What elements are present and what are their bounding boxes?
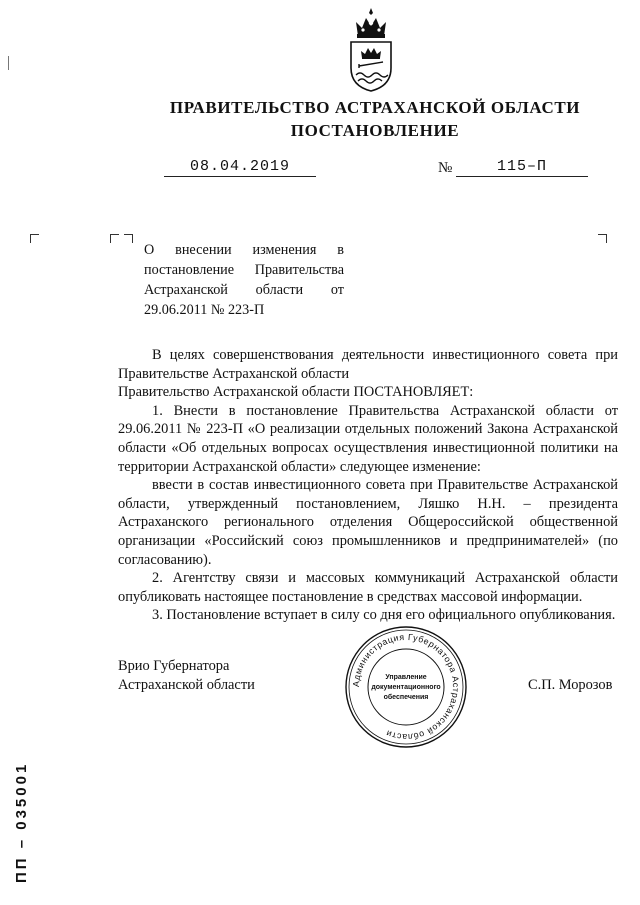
corner-mark-right — [598, 234, 607, 243]
corner-mark-left — [30, 234, 39, 243]
stamp-center-line2: документационного — [371, 684, 441, 691]
document-body — [118, 346, 618, 625]
signatory-position — [118, 657, 255, 695]
signatory-position-line2: Астраханской области — [118, 677, 255, 693]
number-label: № — [438, 160, 453, 176]
coat-of-arms-emblem — [346, 6, 396, 92]
stamp-center-line3: обеспечения — [383, 694, 429, 701]
corner-mark-subject-left — [110, 234, 119, 243]
serial-number-text: ПП – 035001 — [13, 761, 30, 883]
body-paragraph-preamble: В целях совершенствования деятельности инвестиционного совета при Правительстве Астраханской области — [118, 347, 618, 382]
stamp-ring-text: Администрация Губернатора Астраханской области — [350, 631, 462, 743]
corner-mark-subject-right — [124, 234, 133, 243]
document-number: 115–П — [456, 158, 588, 177]
body-paragraph-item-1: 1. Внести в постановление Правительства Астраханской области от 29.06.2011 № 223-П «О реализации отдельных положений Закона Астраханской области «Об отдельных вопросах осуществления инвестиционной политики на территории Астраханской области» следующее изменение: — [118, 402, 618, 475]
signatory-name: С.П. Морозов — [528, 677, 613, 693]
government-title: ПРАВИТЕЛЬСТВО АСТРАХАНСКОЙ ОБЛАСТИ — [169, 98, 581, 117]
document-subject: О внесении изменения в постановление Правительства Астраханской области от 29.06.2011 № 223-П — [144, 242, 344, 318]
document-type-title: ПОСТАНОВЛЕНИЕ — [290, 121, 460, 140]
body-paragraph-amendment: ввести в состав инвестиционного совета при Правительстве Астраханской области, утвержденный постановлением, Ляшко Н.Н. – президента Астраханского регионального отделения Общероссийской общественной организации «Российский союз промышленников и предпринимателей» (по согласованию). — [118, 477, 618, 568]
stamp-center-line1: Управление — [385, 674, 427, 681]
body-paragraph-resolves: Правительство Астраханской области ПОСТАНОВЛЯЕТ: — [118, 384, 474, 401]
body-paragraph-item-2: 2. Агентству связи и массовых коммуникаций Астраханской области опубликовать настоящее постановление в средствах массовой информации. — [118, 570, 618, 605]
body-paragraph-item-3: 3. Постановление вступает в силу со дня его официального опубликования. — [152, 607, 616, 624]
edge-mark — [8, 56, 9, 70]
signatory-position-line1: Врио Губернатора — [118, 658, 230, 674]
serial-number — [4, 737, 34, 887]
document-date: 08.04.2019 — [164, 158, 316, 177]
official-stamp — [344, 625, 468, 749]
